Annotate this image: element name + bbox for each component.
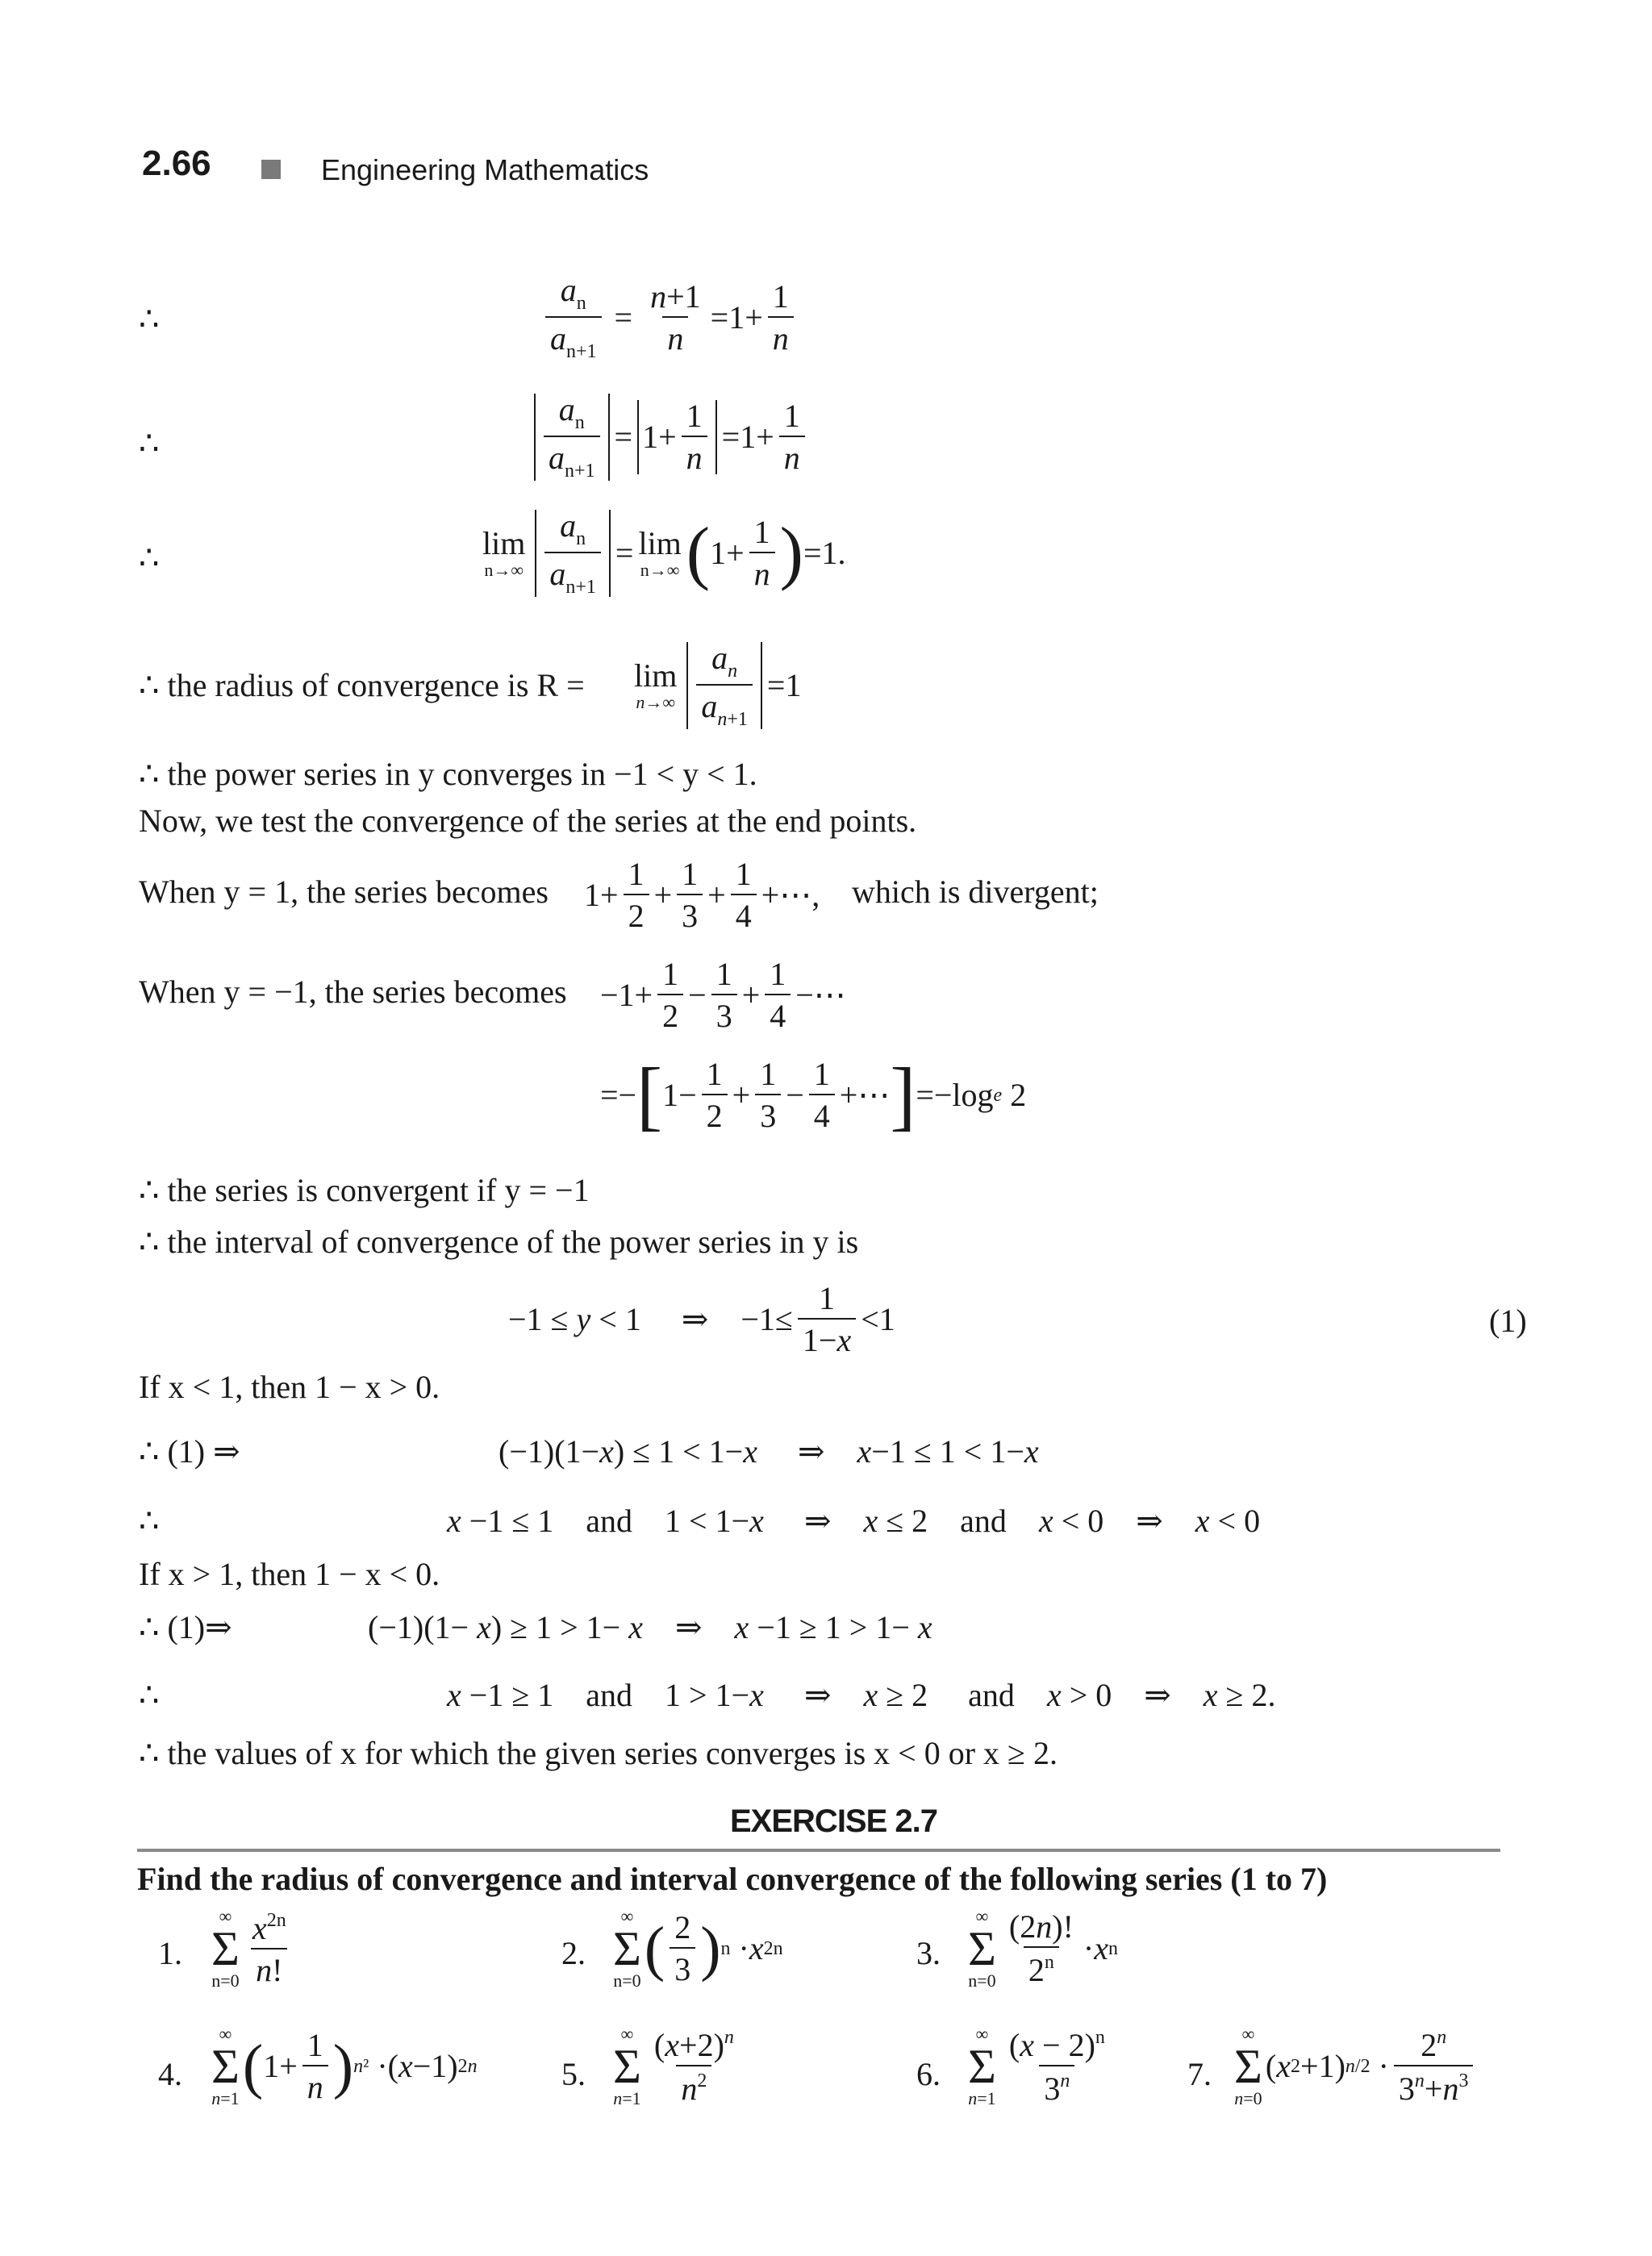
therefore-symbol: ∴ bbox=[139, 301, 160, 337]
therefore-symbol: ∴ bbox=[139, 1735, 160, 1771]
interval-text: the interval of convergence of the power series in y is bbox=[167, 1224, 859, 1260]
when-y1-text: When y = 1, the series becomes bbox=[139, 874, 549, 910]
convergent-line bbox=[139, 1171, 590, 1210]
equation-label: (1) bbox=[1489, 1303, 1527, 1339]
radius-formula: lim n→∞ $\frac{a_n}{a_{n+1}}$ =1 bbox=[634, 640, 802, 730]
implies-1: ∴ (1) ⇒ bbox=[139, 1433, 240, 1470]
radius-text: the radius of convergence is R = bbox=[167, 667, 585, 703]
problem-number: 1. bbox=[158, 1935, 182, 1971]
problem-number: 4. bbox=[158, 2056, 182, 2092]
therefore-symbol: ∴ bbox=[139, 1172, 160, 1208]
problem-number: 3. bbox=[916, 1935, 941, 1971]
step-2: x −1 ≤ 1 and 1 < 1−x ⇒ x ≤ 2 and x < 0 ⇒ x < 0 bbox=[447, 1503, 1261, 1539]
power-series-text: the power series in y converges in −1 < y < 1. bbox=[167, 756, 757, 792]
power-series-line bbox=[139, 755, 757, 794]
therefore-symbol: ∴ bbox=[139, 425, 160, 461]
therefore-symbol: ∴ bbox=[139, 540, 160, 576]
series-y1: 1+ $\frac{1}{2}$ + $\frac{1}{3}$ + $\frac{1}{4}$ +⋯, bbox=[584, 856, 820, 934]
step-1: (−1)(1−x) ≤ 1 < 1−x ⇒ x−1 ≤ 1 < 1−x bbox=[499, 1433, 1039, 1470]
interval-inequality: −1 ≤ y < 1 ⇒ −1≤ $\frac{1}{1-x}$ <1 bbox=[508, 1280, 895, 1358]
if-x-lt-1: If x < 1, then 1 − x > 0. bbox=[139, 1369, 440, 1405]
implies-2: ∴ (1)⇒ bbox=[139, 1609, 232, 1645]
abs-ratio-equation: $\frac{a_n}{a_{n+1}}$ = 1+ $\frac{1}{n}$ =1+ $\frac{1}{n}$ bbox=[529, 394, 810, 481]
page-number: 2.66 bbox=[142, 144, 211, 183]
and-word: and bbox=[960, 1503, 1007, 1539]
problem-3: ∞ Σ n=0 $\frac{(2n)!}{2^n}$ · x n bbox=[968, 1906, 1118, 1991]
problem-1: ∞ Σ n=0 $\frac{x^{2n}}{n!}$ bbox=[211, 1906, 286, 1991]
step-4: x −1 ≥ 1 and 1 > 1−x ⇒ x ≥ 2 and x > 0 ⇒ x ≥ 2. bbox=[447, 1677, 1276, 1713]
ratio-equation: $\frac{a_n}{a_{n+1}}$ = $\frac{n+1}{n}$ =1+ $\frac{1}{n}$ bbox=[540, 274, 799, 361]
convergent-text: the series is convergent if y = −1 bbox=[167, 1172, 590, 1208]
therefore-symbol: ∴ bbox=[139, 756, 160, 792]
series-log-equation: =− [ 1− $\frac{1}{2}$ + $\frac{1}{3}$ − $\frac{1}{4}$ +⋯ ] =−log e 2 bbox=[600, 1052, 1027, 1138]
interval-line bbox=[139, 1223, 858, 1261]
and-word: and bbox=[968, 1677, 1015, 1713]
and-word: and bbox=[586, 1503, 633, 1539]
exercise-title: EXERCISE 2.7 bbox=[730, 1804, 938, 1839]
radius-line bbox=[139, 666, 585, 705]
problem-number: 6. bbox=[916, 2056, 941, 2092]
therefore-symbol: ∴ bbox=[139, 667, 160, 703]
therefore-symbol: ∴ bbox=[139, 1503, 160, 1539]
problem-number: 5. bbox=[561, 2056, 586, 2092]
problem-5: ∞ Σ n=1 $\frac{(x+2)^n}{n^2}$ bbox=[613, 2024, 734, 2108]
if-x-gt-1: If x > 1, then 1 − x < 0. bbox=[139, 1556, 440, 1592]
exercise-divider bbox=[137, 1849, 1500, 1852]
header-square-icon bbox=[261, 160, 281, 179]
problem-number: 2. bbox=[561, 1935, 586, 1971]
series-ym1: −1+ $\frac{1}{2}$ − $\frac{1}{3}$ + $\frac{1}{4}$ −⋯ bbox=[600, 956, 846, 1034]
problem-number: 7. bbox=[1187, 2056, 1212, 2092]
problem-2: ∞ Σ n=0 ( $\frac{2}{3}$ ) n · x 2n bbox=[613, 1906, 783, 1991]
problem-6: ∞ Σ n=1 $\frac{(x - 2)^n}{3^n}$ bbox=[968, 2024, 1105, 2108]
limit-equation: lim n→∞ $\frac{a_n}{a_{n+1}}$ = lim n→∞ ( 1+ $\frac{1}{n}$ ) =1. bbox=[482, 507, 846, 598]
problem-4: ∞ Σ n=1 ( 1+ $\frac{1}{n}$ ) n² ·( x −1) 2n bbox=[211, 2024, 478, 2108]
therefore-symbol: ∴ bbox=[139, 1677, 160, 1713]
exercise-instruction: Find the radius of convergence and interval convergence of the following series (1 to 7) bbox=[137, 1861, 1328, 1897]
problem-7: ∞ Σ n=0 ( x 2 +1) n/2 · $\frac{2^n}{3^n+n^3}$ bbox=[1231, 2025, 1478, 2108]
therefore-symbol: ∴ bbox=[139, 1224, 160, 1260]
book-title: Engineering Mathematics bbox=[321, 153, 649, 186]
when-y1-tail: which is divergent; bbox=[852, 874, 1099, 910]
when-ym1-text: When y = −1, the series becomes bbox=[139, 974, 567, 1010]
and-word: and bbox=[586, 1677, 633, 1713]
final-text: the values of x for which the given series converges is x < 0 or x ≥ 2. bbox=[167, 1735, 1058, 1771]
now-text: Now, we test the convergence of the series at the end points. bbox=[139, 803, 917, 839]
step-3: (−1)(1− x) ≥ 1 > 1− x ⇒ x −1 ≥ 1 > 1− x bbox=[368, 1609, 932, 1645]
final-line bbox=[139, 1734, 1058, 1773]
